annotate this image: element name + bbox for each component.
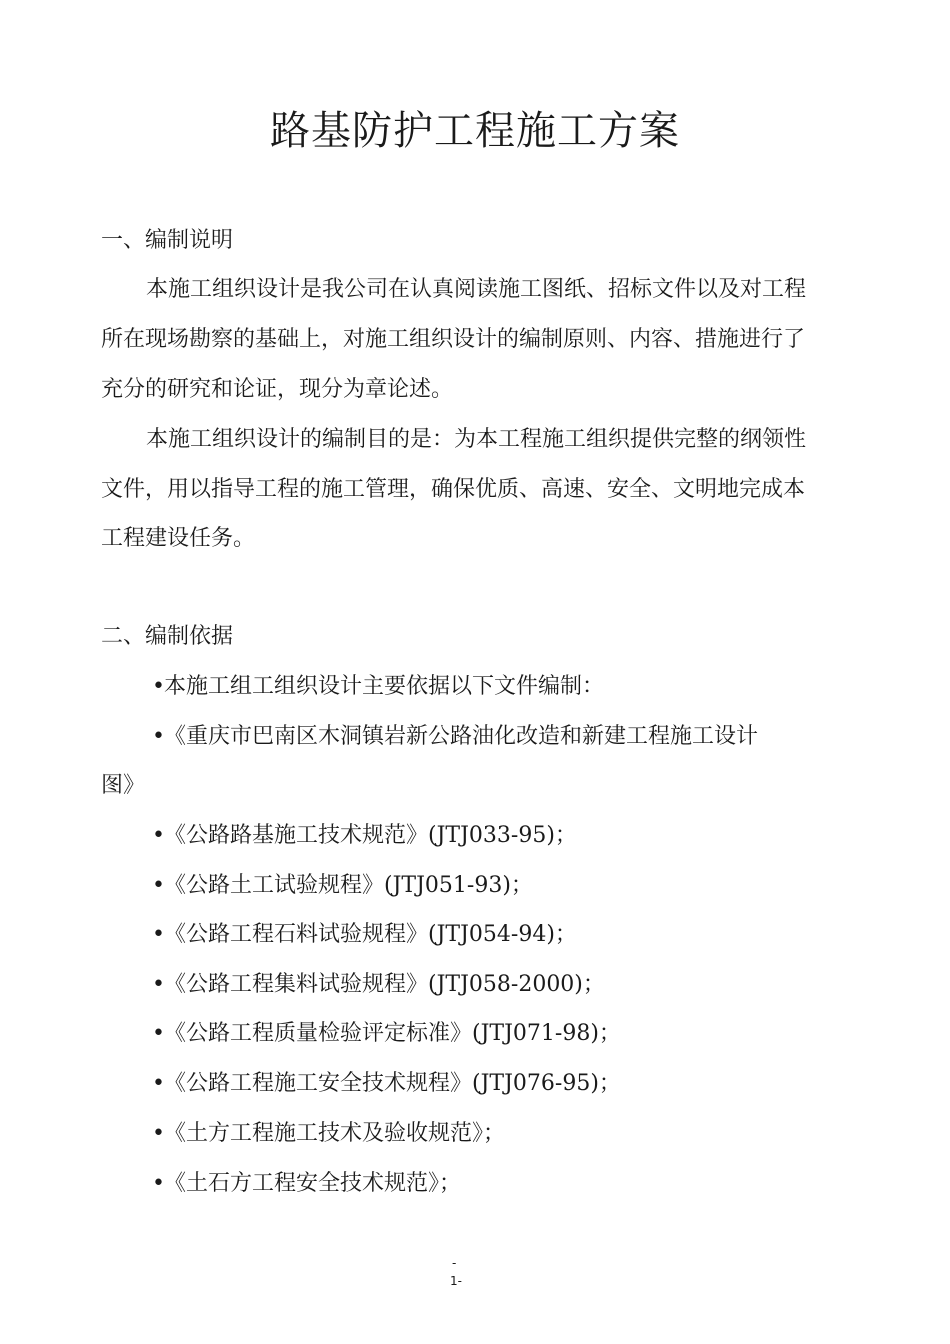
bullet-icon: •	[152, 674, 165, 699]
list-item-text: 《公路土工试验规程》(JTJ051-93)；	[164, 873, 533, 898]
footer-dash: -	[452, 1256, 457, 1270]
bullet-icon: •	[152, 1171, 165, 1196]
paragraph-line: 本施工组织设计是我公司在认真阅读施工图纸、招标文件以及对工程	[146, 277, 807, 302]
list-item	[152, 1170, 461, 1198]
bullet-icon: •	[152, 724, 165, 749]
section-heading-1: 一、编制说明	[101, 228, 234, 253]
list-item-text: 《公路工程集料试验规程》(JTJ058-2000)；	[164, 972, 605, 997]
bullet-icon: •	[152, 1021, 165, 1046]
list-item-text: 《重庆市巴南区木洞镇岩新公路油化改造和新建工程施工设计	[164, 724, 759, 749]
list-item-text: 《公路路基施工技术规范》(JTJ033-95)；	[164, 823, 577, 848]
list-item	[152, 872, 533, 900]
bullet-icon: •	[152, 823, 165, 848]
bullet-icon: •	[152, 972, 165, 997]
bullet-icon: •	[152, 1071, 165, 1096]
list-item-text: 《土石方工程安全技术规范》；	[164, 1171, 462, 1196]
list-item	[152, 921, 577, 949]
list-item-continuation: 图》	[101, 773, 146, 798]
list-item-text: 《公路工程施工安全技术规程》(JTJ076-95)；	[164, 1071, 621, 1096]
list-item-text: 《公路工程石料试验规程》(JTJ054-94)；	[164, 922, 577, 947]
list-item	[152, 1020, 621, 1048]
list-item	[152, 673, 604, 701]
list-item	[152, 822, 577, 850]
list-item	[152, 1120, 505, 1148]
paragraph-line: 本施工组织设计的编制目的是：为本工程施工组织提供完整的纲领性	[146, 427, 807, 452]
list-item	[152, 1070, 621, 1098]
bullet-icon: •	[152, 1121, 165, 1146]
bullet-icon: •	[152, 873, 165, 898]
paragraph-line: 文件，用以指导工程的施工管理，确保优质、高速、安全、文明地完成本	[101, 477, 806, 502]
paragraph-line: 充分的研究和论证，现分为章论述。	[101, 377, 454, 402]
list-item-text: 《公路工程质量检验评定标准》(JTJ071-98)；	[164, 1021, 621, 1046]
bullet-icon: •	[152, 922, 165, 947]
list-item-text: 本施工组工组织设计主要依据以下文件编制：	[164, 674, 605, 699]
page-number: 1-	[450, 1274, 462, 1288]
list-item	[152, 971, 605, 999]
section-heading-2: 二、编制依据	[101, 624, 234, 649]
paragraph-line: 工程建设任务。	[101, 526, 256, 551]
list-item-text: 《土方工程施工技术及验收规范》；	[164, 1121, 506, 1146]
list-item	[152, 723, 758, 751]
page-title: 路基防护工程施工方案	[270, 108, 680, 154]
paragraph-line: 所在现场勘察的基础上，对施工组织设计的编制原则、内容、措施进行了	[101, 327, 806, 352]
